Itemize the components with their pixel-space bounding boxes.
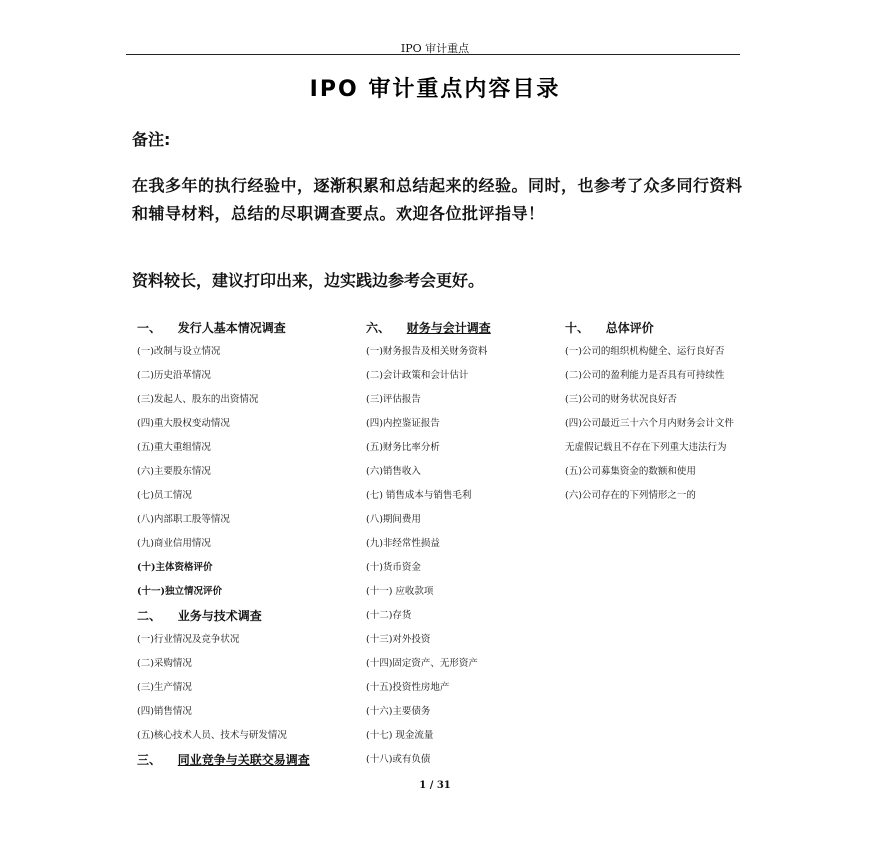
toc-section-heading	[137, 750, 357, 774]
toc-item: (九)非经常性损益	[366, 538, 440, 549]
section-number: 六、	[366, 321, 391, 335]
toc-item: (三)评估报告	[366, 394, 421, 405]
toc-column-2	[366, 318, 561, 774]
toc-item: (十七) 现金流量	[366, 730, 434, 741]
toc-item: (十)货币资金	[366, 562, 421, 573]
toc-item: (十一) 应收款项	[366, 586, 434, 597]
toc-item: (十三)对外投资	[366, 634, 431, 645]
toc-item: (三)生产情况	[137, 682, 192, 693]
section-number: 十、	[565, 321, 590, 335]
intro-paragraph: 在我多年的执行经验中，逐渐积累和总结起来的经验。同时，也参考了众多同行资料和辅导材料，总结的尽职调查要点。欢迎各位批评指导！	[132, 176, 743, 223]
toc-item: (八)期间费用	[366, 514, 421, 525]
toc-item: (五)财务比率分析	[366, 442, 440, 453]
toc-item: (一)改制与设立情况	[137, 346, 221, 357]
toc-item: (二)会计政策和会计估计	[366, 370, 469, 381]
section-title: 财务与会计调查	[406, 321, 491, 335]
toc-item: (十五)投资性房地产	[366, 682, 450, 693]
section-title: 发行人基本情况调查	[177, 321, 286, 335]
toc-section-heading	[565, 318, 805, 342]
toc-item: (三)发起人、股东的出资情况	[137, 394, 259, 405]
section-title: 总体评价	[605, 321, 654, 335]
toc-item: (一)公司的组织机构健全、运行良好否	[565, 346, 725, 357]
toc-item: (五)核心技术人员、技术与研发情况	[137, 730, 287, 741]
toc-item: (一)行业情况及竞争状况	[137, 634, 240, 645]
toc-item: (五)重大重组情况	[137, 442, 211, 453]
toc-item: (十二)存货	[366, 610, 412, 621]
document-title: IPO 审计重点内容目录	[309, 77, 561, 102]
toc-column-3	[565, 318, 805, 510]
toc-item: (十四)固定资产、无形资产	[366, 658, 478, 669]
toc-item: (十)主体资格评价	[137, 562, 213, 573]
toc-item: (三)公司的财务状况良好否	[565, 394, 677, 405]
running-header: IPO 审计重点	[400, 42, 470, 55]
toc-item: (四)重大股权变动情况	[137, 418, 230, 429]
header-rule	[126, 54, 740, 55]
section-number: 三、	[137, 753, 162, 767]
toc-item: (七) 销售成本与销售毛利	[366, 490, 472, 501]
toc-item: (二)公司的盈利能力是否具有可持续性	[565, 370, 725, 381]
toc-item: (一)财务报告及相关财务资料	[366, 346, 488, 357]
page-number: 1 / 31	[419, 780, 451, 791]
toc-item: (六)主要股东情况	[137, 466, 211, 477]
toc-item: (四)内控鉴证报告	[366, 418, 440, 429]
print-tip: 资料较长，建议打印出来，边实践边参考会更好。	[132, 271, 485, 290]
section-number: 二、	[137, 609, 162, 623]
toc-item: (十八)或有负债	[366, 754, 431, 765]
toc-item: (六)公司存在的下列情形之一的	[565, 490, 696, 501]
toc-item: (六)销售收入	[366, 466, 421, 477]
note-label: 备注:	[132, 130, 171, 149]
toc-item: 无虚假记载且不存在下列重大违法行为	[565, 442, 727, 453]
toc-section-heading	[137, 318, 357, 342]
toc-section-heading	[137, 606, 357, 630]
toc-item: (四)公司最近三十六个月内财务会计文件	[565, 418, 734, 429]
toc-column-1	[137, 318, 357, 774]
toc-item: (十六)主要债务	[366, 706, 431, 717]
toc-item: (二)历史沿革情况	[137, 370, 211, 381]
toc-item: (四)销售情况	[137, 706, 192, 717]
toc-item: (十一)独立情况评价	[137, 586, 222, 597]
toc-item: (七)员工情况	[137, 490, 192, 501]
toc-item: (九)商业信用情况	[137, 538, 211, 549]
toc-item: (八)内部职工股等情况	[137, 514, 230, 525]
toc-item: (二)采购情况	[137, 658, 192, 669]
section-number: 一、	[137, 321, 162, 335]
toc-item: (五)公司募集资金的数额和使用	[565, 466, 696, 477]
toc-section-heading	[366, 318, 561, 342]
section-title: 同业竞争与关联交易调查	[177, 753, 310, 767]
section-title: 业务与技术调查	[177, 609, 262, 623]
